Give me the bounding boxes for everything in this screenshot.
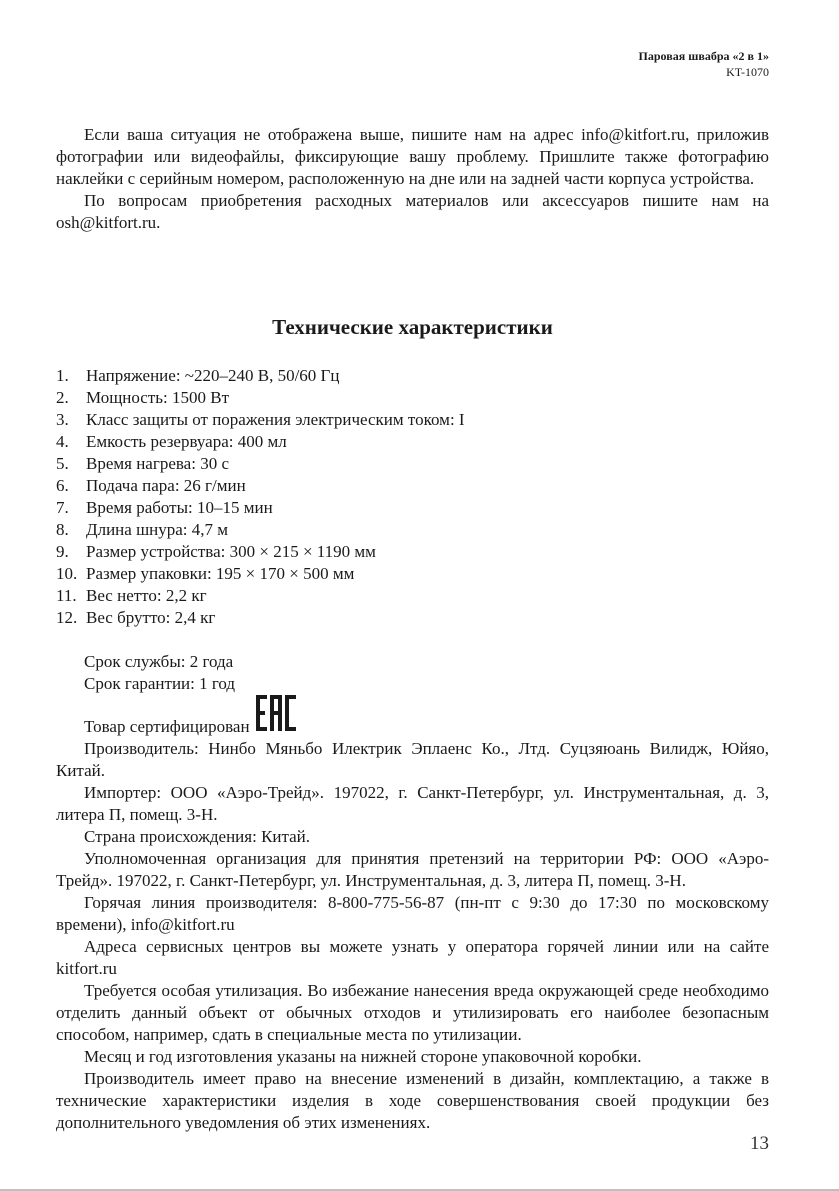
page-number: 13 [750,1133,769,1154]
spec-number: 9. [56,542,69,561]
intro-paragraph: По вопросам приобретения расходных материалов или аксессуаров пишите нам на osh@kitfort.ru. [56,191,769,232]
spec-text: Длина шнура: 4,7 м [86,520,229,539]
certified-label: Товар сертифицирован [84,717,250,736]
spec-item [56,409,769,431]
spec-item [56,453,769,475]
eac-mark-icon [256,695,296,737]
section-title: Технические характеристики [272,315,553,339]
info-section [56,651,769,1134]
spec-text: Размер упаковки: 195 × 170 × 500 мм [86,564,355,583]
spec-text: Время нагрева: 30 с [86,454,229,473]
spec-item [56,387,769,409]
spec-text: Класс защиты от поражения электрическим током: I [86,410,465,429]
spec-text: Размер устройства: 300 × 215 × 1190 мм [86,542,376,561]
spec-number: 2. [56,388,69,407]
spec-number: 3. [56,410,69,429]
spec-number: 6. [56,476,69,495]
spec-number: 11. [56,586,77,605]
intro-paragraph: Если ваша ситуация не отображена выше, пишите нам на адрес info@kitfort.ru, приложив фотографии или видеофайлы, фиксирующие вашу проблему. Пришлите также фотографию наклейки с серийным номером, расположенную на дне или на задней части корпуса устройства. [56,125,769,188]
claims-paragraph: Уполномоченная организация для принятия претензий на территории РФ: ООО «Аэро-Трейд». 197022, г. Санкт-Петербург, ул. Инструментальная, д. 3, литера П, помещ. 3-Н. [56,849,769,890]
running-header [639,48,769,80]
spec-text: Емкость резервуара: 400 мл [86,432,287,451]
spec-text: Напряжение: ~220–240 В, 50/60 Гц [86,366,340,385]
spec-item [56,365,769,387]
origin-paragraph: Страна происхождения: Китай. [84,827,311,846]
manufacture-date-paragraph: Месяц и год изготовления указаны на нижней стороне упаковочной коробки. [84,1047,642,1066]
spec-item [56,541,769,563]
changes-paragraph: Производитель имеет право на внесение изменений в дизайн, комплектацию, а также в технические характеристики изделия в ходе совершенствования своей продукции без дополнительного уведомления об этих изменениях. [56,1069,769,1132]
service-centers-paragraph: Адреса сервисных центров вы можете узнать у оператора горячей линии или на сайте kitfort.ru [56,937,769,978]
spec-item [56,431,769,453]
eac-logo [256,695,296,731]
spec-item [56,519,769,541]
spec-item [56,585,769,607]
disposal-paragraph: Требуется особая утилизация. Во избежание нанесения вреда окружающей среде необходимо отделить данный объект от обычных отходов и утилизировать его наиболее безопасным способом, например, сдать в специальные места по утилизации. [56,981,769,1044]
spec-item [56,563,769,585]
spec-number: 8. [56,520,69,539]
spec-text: Время работы: 10–15 мин [86,498,273,517]
header-title: Паровая швабра «2 в 1» [638,49,769,63]
spec-text: Подача пара: 26 г/мин [86,476,246,495]
spec-number: 5. [56,454,69,473]
intro-section [56,124,769,234]
spec-number: 10. [56,564,78,583]
spec-number: 1. [56,366,69,385]
spec-number: 4. [56,432,69,451]
warranty: Срок гарантии: 1 год [84,674,236,693]
spec-number: 12. [56,608,78,627]
manufacturer-paragraph: Производитель: Нинбо Мяньбо Илектрик Эплаенс Ко., Лтд. Суцзяюань Вилидж, Юйяо, Китай. [56,739,769,780]
spec-text: Вес нетто: 2,2 кг [86,586,207,605]
specs-list [56,365,769,629]
importer-paragraph: Импортер: ООО «Аэро-Трейд». 197022, г. Санкт-Петербург, ул. Инструментальная, д. 3, литера П, помещ. 3-Н. [56,783,769,824]
header-model: KT-1070 [726,65,769,79]
hotline-paragraph: Горячая линия производителя: 8-800-775-56-87 (пн-пт с 9:30 до 17:30 по московскому времени), info@kitfort.ru [56,893,769,934]
service-life: Срок службы: 2 года [84,652,234,671]
spec-item [56,497,769,519]
certification-row [56,695,769,738]
spec-text: Вес брутто: 2,4 кг [86,608,216,627]
spec-item [56,607,769,629]
spec-item [56,475,769,497]
spec-text: Мощность: 1500 Вт [86,388,230,407]
spec-number: 7. [56,498,69,517]
